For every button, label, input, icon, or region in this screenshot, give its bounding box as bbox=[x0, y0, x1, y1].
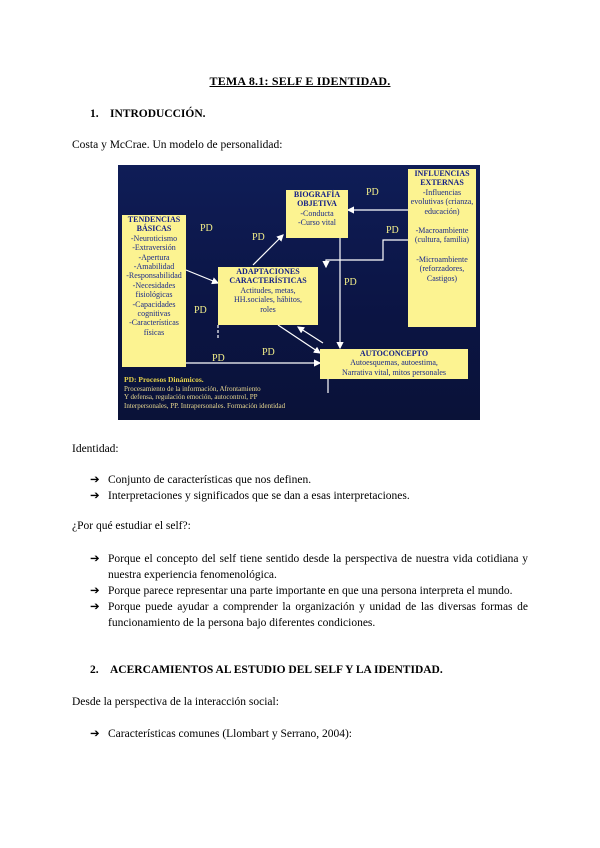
box-line: roles bbox=[260, 304, 276, 314]
arrow-icon: ➔ bbox=[90, 474, 100, 486]
section-heading-1 bbox=[90, 108, 206, 120]
section-heading-text: INTRODUCCIÓN. bbox=[110, 108, 206, 120]
box-title: BIOGRAFÍA OBJETIVA bbox=[293, 190, 341, 209]
section-number: 2. bbox=[90, 664, 99, 676]
list-item-text: Interpretaciones y significados que se dan a esas interpretaciones. bbox=[108, 490, 410, 502]
list-item bbox=[90, 488, 528, 504]
box-line: -Responsabilidad bbox=[126, 271, 182, 281]
tendencias-basicas-box bbox=[122, 215, 186, 367]
box-line: -Neuroticismo bbox=[130, 233, 178, 243]
autoconcepto-box bbox=[320, 349, 468, 379]
personality-model-figure bbox=[118, 165, 480, 420]
page-title: TEMA 8.1: SELF E IDENTIDAD. bbox=[209, 74, 391, 88]
figure-legend bbox=[124, 376, 334, 410]
box-title: INFLUENCIAS EXTERNAS bbox=[414, 169, 470, 188]
box-line: -Curso vital bbox=[298, 218, 336, 228]
list-item-text: Porque puede ayudar a comprender la organización y unidad de las diversas formas de funcionamiento de la persona bajo diferentes condiciones. bbox=[108, 601, 528, 629]
por-que-list bbox=[90, 551, 528, 631]
list-item bbox=[90, 726, 528, 742]
list-item bbox=[90, 472, 528, 488]
box-line: -Amabilidad bbox=[133, 262, 175, 272]
box-line: -Capacidades cognitivas bbox=[132, 299, 176, 319]
box-line: HH.sociales, hábitos, bbox=[234, 295, 302, 305]
arrow-icon: ➔ bbox=[90, 601, 100, 613]
list-item bbox=[90, 551, 528, 583]
desde-paragraph: Desde la perspectiva de la interacción social: bbox=[72, 696, 279, 708]
pd-label: PD bbox=[262, 347, 275, 358]
pd-label: PD bbox=[252, 232, 265, 243]
adaptaciones-caracteristicas-box bbox=[218, 267, 318, 325]
box-line: -Microambiente (reforzadores, Castigos) bbox=[416, 254, 468, 283]
arrow-icon: ➔ bbox=[90, 728, 100, 740]
arrow-icon: ➔ bbox=[90, 490, 100, 502]
list-item bbox=[90, 583, 528, 599]
box-line: -Características físicas bbox=[129, 318, 179, 337]
identidad-label: Identidad: bbox=[72, 443, 119, 455]
legend-line: Procesamiento de la información, Afrontamiento bbox=[124, 384, 261, 393]
section-number: 1. bbox=[90, 108, 99, 120]
pd-label: PD bbox=[194, 305, 207, 316]
pd-label: PD bbox=[386, 225, 399, 236]
box-line: -Macroambiente (cultura, familia) bbox=[414, 226, 470, 245]
legend-title: PD: Procesos Dinámicos. bbox=[124, 375, 204, 384]
pd-label: PD bbox=[200, 223, 213, 234]
biografia-objetiva-box bbox=[286, 190, 348, 238]
list-item bbox=[90, 599, 528, 631]
box-line: -Necesidades fisiológicas bbox=[132, 280, 176, 300]
box-line: Actitudes, metas, bbox=[240, 285, 296, 295]
section-heading-2 bbox=[90, 664, 443, 676]
list-item-text: Porque parece representar una parte importante en que una persona interpreta el mundo. bbox=[108, 585, 513, 597]
section-heading-text: ACERCAMIENTOS AL ESTUDIO DEL SELF Y LA IDENTIDAD. bbox=[110, 664, 443, 676]
influencias-externas-box bbox=[408, 169, 476, 327]
box-title: TENDENCIAS BÁSICAS bbox=[127, 215, 181, 234]
box-line: -Extraversión bbox=[132, 243, 176, 253]
box-line: Autoesquemas, autoestima, bbox=[350, 358, 438, 368]
arrow-icon: ➔ bbox=[90, 585, 100, 597]
desde-list bbox=[90, 726, 528, 742]
pd-label: PD bbox=[344, 277, 357, 288]
por-que-question: ¿Por qué estudiar el self?: bbox=[72, 520, 191, 532]
list-item-text: Características comunes (Llombart y Serrano, 2004): bbox=[108, 728, 352, 740]
box-line: -Conducta bbox=[300, 208, 334, 218]
box-line: -Influencias evolutivas (crianza, educación) bbox=[410, 187, 474, 216]
legend-line: Interpersonales, PP. Intrapersonales. Formación identidad bbox=[124, 401, 286, 410]
list-item-text: Porque el concepto del self tiene sentido desde la perspectiva de nuestra vida cotidiana y nuestra experiencia fenomenológica. bbox=[108, 553, 528, 581]
box-line: Narrativa vital, mitos personales bbox=[342, 367, 446, 377]
list-item-text: Conjunto de características que nos definen. bbox=[108, 474, 312, 486]
box-line: -Apertura bbox=[138, 252, 170, 262]
box-title: AUTOCONCEPTO bbox=[359, 349, 429, 358]
legend-line: Y defensa, regulación emoción, autocontrol, PP bbox=[124, 393, 258, 402]
box-title: ADAPTACIONES CARACTERÍSTICAS bbox=[229, 267, 307, 286]
pd-label: PD bbox=[366, 187, 379, 198]
identidad-list bbox=[90, 472, 528, 504]
pd-label: PD bbox=[212, 353, 225, 364]
arrow-icon: ➔ bbox=[90, 553, 100, 565]
intro-paragraph: Costa y McCrae. Un modelo de personalidad: bbox=[72, 139, 283, 151]
